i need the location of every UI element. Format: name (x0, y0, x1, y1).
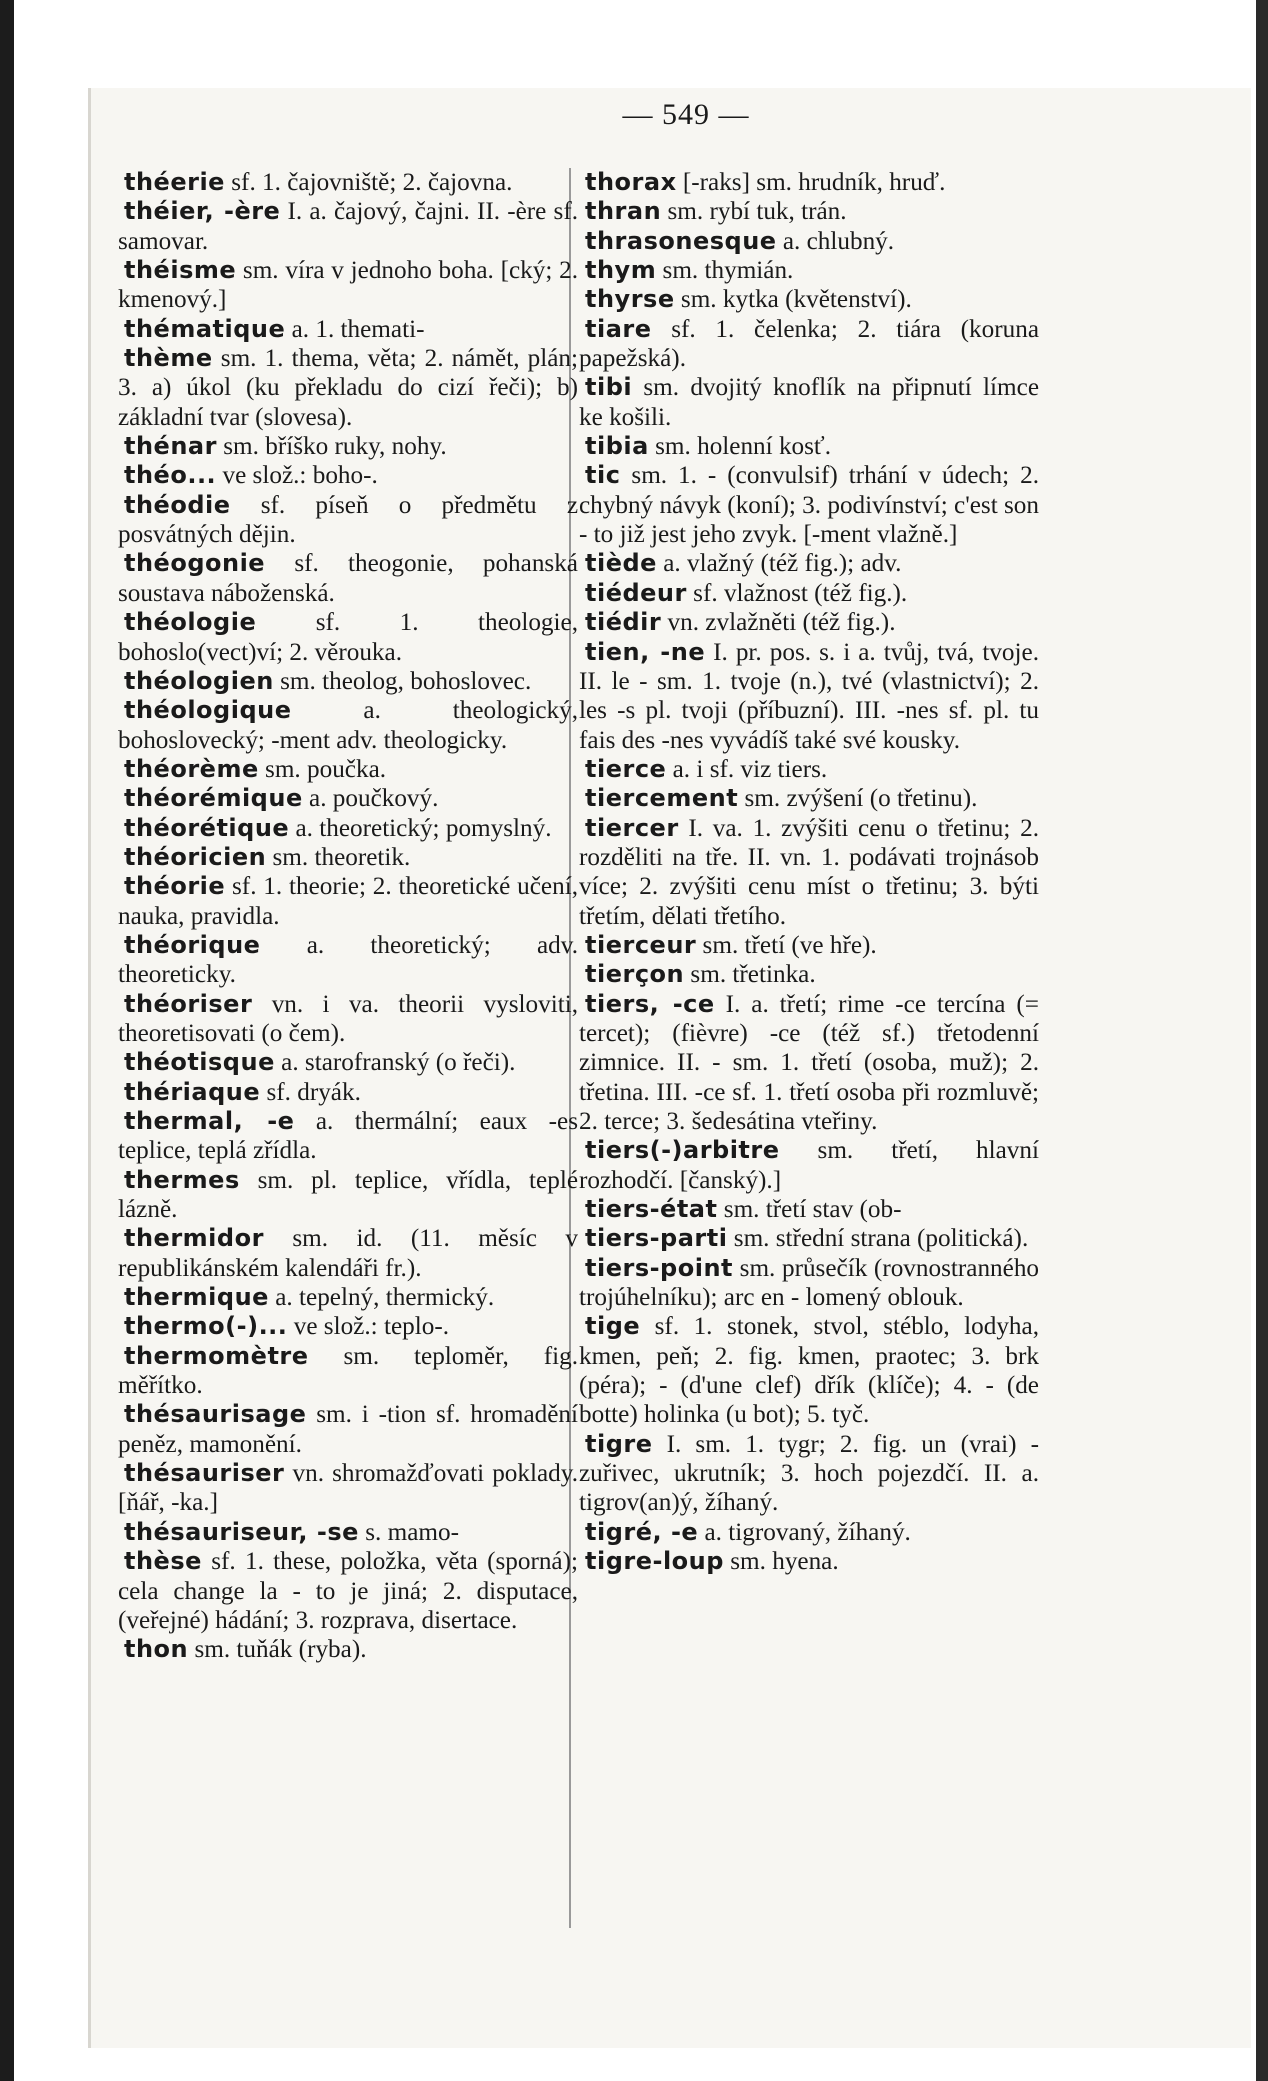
entry-headword: thésauriseur, -se (124, 1517, 359, 1546)
entry-definition: sm. 1. thema, věta; 2. námět, plán; 3. a) úkol (ku překladu do cizí řeči); b) základní tvar (slovesa). (118, 345, 579, 431)
dictionary-entry (118, 608, 578, 667)
entry-headword: théodie (124, 490, 231, 519)
entry-headword: théotisque (124, 1048, 275, 1077)
entry-definition: a. tigrovaný, žíhaný. (704, 1518, 911, 1546)
dictionary-entry (118, 1048, 578, 1077)
right-column (579, 168, 1039, 1577)
dictionary-entry (118, 872, 578, 931)
entry-headword: tige (585, 1312, 641, 1341)
entry-headword: tic (585, 461, 621, 490)
entry-headword: théorie (124, 872, 226, 901)
entry-definition: sf. 1. čelenka; 2. tiára (koruna papežská). (579, 315, 1040, 373)
dictionary-entry (579, 814, 1039, 931)
entry-headword: tiercement (585, 784, 739, 813)
dictionary-entry (579, 197, 1039, 226)
entry-definition: I. a. čajový, čajni. II. -ère sf. samovar. (118, 198, 578, 255)
entry-headword: théorème (124, 754, 259, 783)
entry-headword: tigré, -e (585, 1517, 699, 1546)
entry-definition: s. mamo- (365, 1518, 459, 1546)
entry-headword: thermal, -e (124, 1107, 295, 1135)
dictionary-entry (579, 755, 1039, 784)
entry-definition: sm. i -tion sf. hromadění peněz, mamonění. (118, 1401, 578, 1458)
entry-definition: a. 1. themati- (291, 315, 425, 343)
dictionary-entry (579, 373, 1039, 432)
dictionary-entry (118, 168, 578, 197)
entry-definition: sm. 1. - (convulsif) trhání v údech; 2. chybný návyk (koní); 3. podivínství; c'est son - to již jest jeho zvyk. [-ment vlažně.] (579, 462, 1040, 549)
dictionary-entry (579, 1224, 1039, 1253)
dictionary-entry (579, 285, 1039, 314)
dictionary-entry (579, 1195, 1039, 1224)
entry-definition: a. vlažný (též fig.); adv. (663, 550, 902, 578)
entry-headword: tierce (585, 754, 667, 783)
dictionary-entry (579, 432, 1039, 461)
entry-headword: théogonie (124, 549, 266, 578)
dictionary-entry (118, 344, 578, 432)
entry-definition: sf. píseň o předmětu z posvátných dějin. (118, 491, 578, 549)
entry-definition: sm. rybí tuk, trán. (667, 198, 847, 226)
entry-definition: a. i sf. viz tiers. (672, 755, 828, 783)
dictionary-entry (118, 491, 578, 550)
entry-headword: tiédeur (585, 578, 687, 607)
entry-definition: sf. 1. theorie; 2. theoretické učení, nauka, pravidla. (118, 873, 579, 930)
entry-headword: thon (124, 1635, 189, 1664)
dictionary-entry (118, 784, 578, 813)
dictionary-entry (118, 843, 578, 872)
dictionary-entry (118, 1518, 578, 1547)
entry-definition: sm. kytka (květenství). (680, 286, 912, 314)
entry-definition: sm. třetí, hlavní rozhodčí. [čanský).] (579, 1137, 1039, 1194)
dictionary-entry (118, 1312, 578, 1341)
entry-headword: thym (585, 256, 657, 285)
page-number: — 549 — (622, 98, 750, 131)
entry-headword: thyrse (585, 285, 675, 314)
scan-right-edge (1256, 0, 1268, 2081)
dictionary-entry (118, 696, 578, 755)
entry-headword: tiers-point (585, 1253, 734, 1282)
dictionary-entry (118, 1635, 578, 1664)
dictionary-entry (579, 315, 1039, 374)
entry-headword: théo... (124, 461, 217, 490)
dictionary-entry (579, 990, 1039, 1137)
entry-definition: sm. víra v jednoho boha. [cký; 2. kmenový.] (118, 257, 578, 314)
dictionary-entry (579, 549, 1039, 578)
dictionary-entry (118, 549, 578, 608)
entry-headword: thermes (124, 1165, 240, 1194)
entry-definition: sf. 1. stonek, stvol, stéblo, lodyha, kmen, peň; 2. fig. kmen, praotec; 3. brk (péra); - (d'une clef) dřík (klíče); 4. - (de botte) holinka (u bot); 5. tyč. (579, 1313, 1039, 1429)
entry-headword: tiédir (585, 608, 662, 637)
entry-definition: sm. třetí (ve hře). (702, 931, 877, 959)
entry-definition: a. thermální; eaux -es teplice, teplá zřídla. (118, 1108, 579, 1165)
entry-headword: thénar (124, 432, 217, 461)
entry-headword: thermomètre (124, 1341, 309, 1370)
dictionary-entry (579, 1254, 1039, 1313)
entry-definition: sm. dvojitý knoflík na připnutí límce ke košili. (579, 374, 1039, 431)
entry-headword: tibia (585, 432, 649, 461)
dictionary-entry (118, 990, 578, 1049)
entry-headword: thermique (124, 1283, 269, 1312)
entry-definition: vn. shromažďovati poklady. [ňář, -ka.] (118, 1460, 579, 1517)
entry-definition: sm. třetí stav (ob- (723, 1196, 902, 1224)
entry-headword: thématique (124, 314, 286, 343)
entry-headword: tigre-loup (585, 1547, 724, 1576)
entry-headword: tien, -ne (585, 637, 706, 666)
entry-definition: ve slož.: boho-. (222, 462, 378, 490)
entry-headword: thésauriser (124, 1459, 285, 1488)
entry-definition: sm. průsečík (rovnostranného trojúhelníku); arc en - lomený oblouk. (579, 1254, 1040, 1312)
dictionary-entry (118, 461, 578, 490)
dictionary-entry (118, 1078, 578, 1107)
entry-definition: a. tepelný, thermický. (275, 1284, 495, 1312)
entry-headword: thorax (585, 168, 677, 196)
entry-definition: sf. 1. these, položka, věta (sporná); cela change la - to je jiná; 2. disputace, (veřejné) hádání; 3. rozprava, disertace. (118, 1548, 578, 1634)
entry-headword: théorémique (124, 784, 303, 813)
entry-definition: a. theoretický; adv. theoreticky. (118, 931, 579, 989)
dictionary-entry (579, 1518, 1039, 1547)
entry-definition: vn. zvlažněti (též fig.). (667, 609, 896, 637)
scan-left-edge (0, 0, 14, 2081)
entry-headword: tiercer (585, 813, 679, 842)
entry-headword: théologique (124, 696, 292, 725)
entry-headword: tiers-parti (585, 1224, 728, 1253)
entry-headword: tiare (585, 314, 652, 343)
dictionary-entry (118, 432, 578, 461)
entry-headword: tiers, -ce (585, 989, 715, 1018)
left-column (118, 168, 578, 1665)
dictionary-entry (118, 814, 578, 843)
entry-headword: théoricien (124, 842, 267, 871)
entry-definition: sf. 1. theologie, bohoslo(vect)ví; 2. věrouka. (118, 609, 578, 666)
entry-headword: théoriser (124, 989, 253, 1018)
dictionary-entry (579, 784, 1039, 813)
dictionary-entry (118, 1459, 578, 1518)
entry-headword: tiède (585, 549, 657, 578)
entry-definition: sm. tuňák (ryba). (194, 1636, 367, 1664)
entry-definition: [-raks] sm. hrudník, hruď. (682, 169, 946, 196)
entry-headword: thème (124, 344, 213, 373)
entry-headword: thésaurisage (124, 1400, 307, 1429)
entry-definition: sm. id. (11. měsíc v republikánském kalendáři fr.). (118, 1225, 578, 1282)
entry-headword: théologien (124, 666, 274, 695)
entry-definition: ve slož.: teplo-. (293, 1313, 450, 1341)
entry-definition: sf. vlažnost (též fig.). (693, 579, 908, 607)
entry-definition: vn. i va. theorii vysloviti, theoretisovati (o čem). (118, 990, 578, 1047)
entry-headword: tiers(-)arbitre (585, 1136, 780, 1165)
entry-definition: sm. hyena. (730, 1548, 839, 1576)
dictionary-entry (579, 1547, 1039, 1576)
dictionary-entry (579, 608, 1039, 637)
entry-definition: a. theoretický; pomyslný. (295, 814, 552, 842)
dictionary-entry (579, 1312, 1039, 1429)
entry-definition: I. a. třetí; rime -ce tercína (= tercet); (fièvre) -ce (též sf.) třetodenní zimnice. II. - sm. 1. třetí (osoba, muž); 2. třetina. III. -ce sf. 1. třetí osoba při rozmluvě; 2. terce; 3. šedesátina vteřiny. (579, 990, 1040, 1135)
entry-definition: sf. dryák. (266, 1078, 361, 1106)
entry-definition: I. sm. 1. tygr; 2. fig. un (vrai) - zuřivec, ukrutník; 3. hoch pojezdčí. II. a. tigrov(an)ý, žíhaný. (579, 1430, 1039, 1517)
entry-headword: tibi (585, 373, 633, 402)
entry-definition: a. chlubný. (782, 227, 895, 255)
dictionary-entry (118, 1400, 578, 1459)
dictionary-entry (579, 227, 1039, 256)
entry-definition: sm. třetinka. (690, 961, 816, 989)
entry-headword: thran (585, 197, 662, 226)
dictionary-entry (118, 931, 578, 990)
dictionary-entry (579, 1430, 1039, 1518)
dictionary-entry (579, 1136, 1039, 1195)
dictionary-entry (579, 638, 1039, 755)
entry-definition: sm. holenní kosť. (655, 433, 831, 461)
dictionary-entry (579, 168, 1039, 197)
entry-definition: sm. střední strana (politická). (733, 1225, 1029, 1253)
entry-headword: théier, -ère (124, 197, 281, 226)
entry-headword: thermo(-)... (124, 1312, 288, 1341)
entry-headword: thèse (124, 1547, 202, 1576)
entry-headword: tierceur (585, 930, 697, 959)
entry-headword: tiers-état (585, 1195, 718, 1224)
dictionary-entry (118, 1547, 578, 1635)
dictionary-entry (118, 1342, 578, 1401)
dictionary-entry (118, 667, 578, 696)
dictionary-page (88, 88, 1251, 2048)
entry-headword: tigre (585, 1429, 653, 1458)
entry-definition: sf. 1. čajovniště; 2. čajovna. (231, 169, 513, 196)
dictionary-entry (118, 1107, 578, 1166)
entry-headword: tierçon (585, 960, 685, 989)
entry-headword: théerie (124, 168, 225, 196)
entry-definition: a. theologický, bohoslovecký; -ment adv. theologicky. (118, 697, 578, 754)
entry-definition: sm. bříško ruky, nohy. (223, 433, 447, 461)
dictionary-entry (579, 960, 1039, 989)
entry-definition: sm. zvýšení (o třetinu). (744, 785, 978, 813)
entry-definition: sm. theoretik. (272, 843, 411, 871)
dictionary-entry (579, 579, 1039, 608)
entry-headword: théologie (124, 608, 257, 637)
entry-headword: théorique (124, 930, 261, 959)
entry-definition: sm. theolog, bohoslovec. (280, 667, 532, 695)
entry-definition: sm. thymián. (662, 257, 794, 285)
dictionary-entry (118, 1166, 578, 1225)
entry-definition: sm. teploměr, fig. měřítko. (118, 1342, 578, 1400)
dictionary-entry (118, 315, 578, 344)
dictionary-entry (579, 461, 1039, 549)
entry-headword: théisme (124, 256, 237, 285)
entry-definition: a. starofranský (o řeči). (281, 1049, 516, 1077)
entry-headword: thermidor (124, 1224, 264, 1253)
entry-definition: I. va. 1. zvýšiti cenu o třetinu; 2. rozděliti na tře. II. vn. 1. podávati trojnásob více; 2. zvýšiti cenu míst o třetinu; 3. býti třetím, dělati třetího. (579, 814, 1039, 930)
dictionary-entry (118, 197, 578, 256)
dictionary-entry (118, 755, 578, 784)
entry-definition: a. poučkový. (309, 785, 439, 813)
dictionary-entry (118, 1224, 578, 1283)
entry-definition: sm. pl. teplice, vřídla, teplé lázně. (118, 1166, 579, 1224)
dictionary-entry (579, 931, 1039, 960)
entry-definition: sm. poučka. (265, 755, 387, 783)
dictionary-entry (118, 1283, 578, 1312)
entry-headword: théorétique (124, 813, 290, 842)
entry-headword: thrasonesque (585, 226, 777, 255)
dictionary-entry (118, 256, 578, 315)
entry-definition: I. pr. pos. s. i a. tvůj, tvá, tvoje. II. le - sm. 1. tvoje (n.), tvé (vlastnictví); 2. les -s pl. tvoji (příbuzní). III. -nes sf. pl. tu fais des -nes vyvádíš také své kousky. (579, 638, 1040, 754)
dictionary-entry (579, 256, 1039, 285)
entry-headword: thériaque (124, 1077, 261, 1106)
entry-definition: sf. theogonie, pohanská soustava náboženská. (118, 550, 578, 607)
